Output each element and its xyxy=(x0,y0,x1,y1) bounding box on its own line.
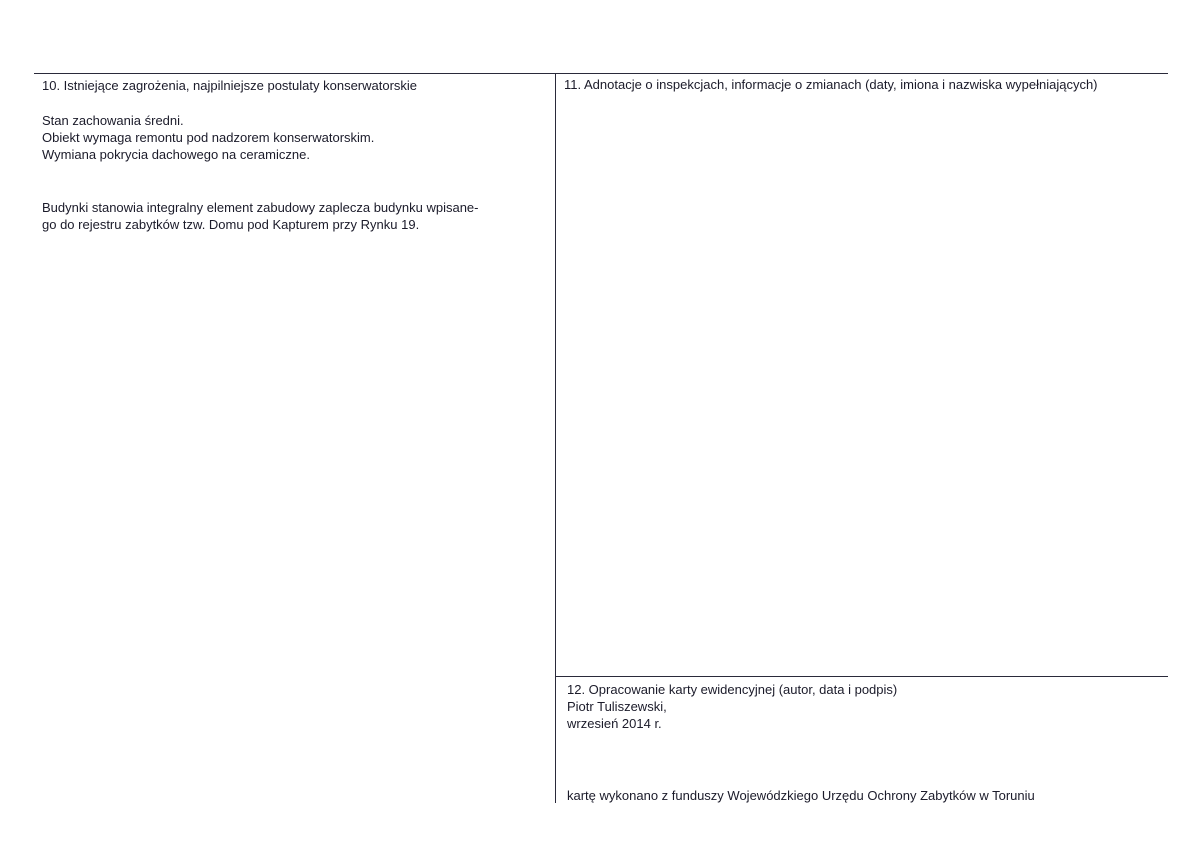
condition-line: Obiekt wymaga remontu pod nadzorem konserwatorskim. xyxy=(42,130,375,145)
section11-heading: 11. Adnotacje o inspekcjach, informacje o zmianach (daty, imiona i nazwiska wypełniających) xyxy=(564,77,1098,92)
section12-block xyxy=(567,681,897,732)
section10-condition-text xyxy=(42,112,374,163)
author-name: Piotr Tuliszewski, xyxy=(567,699,667,714)
section10-context-text xyxy=(42,199,478,233)
section12-heading: 12. Opracowanie karty ewidencyjnej (autor, data i podpis) xyxy=(567,682,898,697)
condition-line: Stan zachowania średni. xyxy=(42,113,184,128)
condition-line: Wymiana pokrycia dachowego na ceramiczne. xyxy=(42,147,310,162)
funding-note: kartę wykonano z funduszy Wojewódzkiego Urzędu Ochrony Zabytków w Toruniu xyxy=(567,788,1035,803)
preparation-date: wrzesień 2014 r. xyxy=(567,716,662,731)
section10-heading: 10. Istniejące zagrożenia, najpilniejsze postulaty konserwatorskie xyxy=(42,78,418,93)
context-line: Budynki stanowia integralny element zabudowy zaplecza budynku wpisane- xyxy=(42,200,479,215)
section12-top-line xyxy=(555,676,1168,677)
column-divider-line xyxy=(555,73,556,803)
context-line: go do rejestru zabytków tzw. Domu pod Kapturem przy Rynku 19. xyxy=(42,217,420,232)
top-border-line xyxy=(34,73,1168,74)
